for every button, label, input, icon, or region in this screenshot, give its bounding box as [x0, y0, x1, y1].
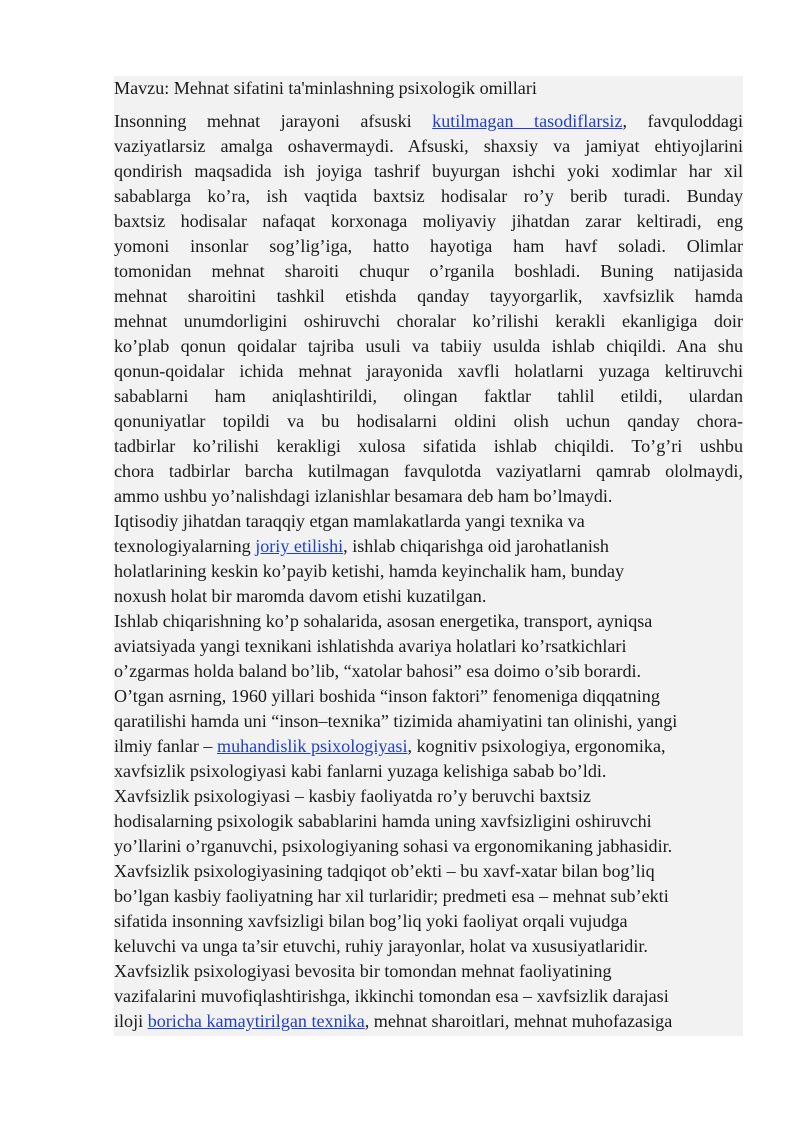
text-line [114, 734, 743, 759]
text-line [114, 209, 743, 234]
text-line [114, 934, 743, 959]
text-segment: holatlarining keskin ko’payib ketishi, hamda keyinchalik ham, bunday [114, 561, 625, 581]
text-line [114, 184, 743, 209]
text-line [114, 684, 743, 709]
document-title: Mavzu: Mehnat sifatini ta'minlashning psixologik omillari [114, 78, 537, 98]
text-segment: yo’llarini o’rganuvchi, psixologiyaning sohasi va ergonomikaning jabhasidir. [114, 836, 673, 856]
text-segment: Ishlab chiqarishning ko’p sohalarida, asosan energetika, transport, ayniqsa [114, 611, 653, 631]
text-segment: ilmiy fanlar – [114, 736, 218, 756]
text-line [114, 834, 743, 859]
text-line [114, 484, 743, 509]
text-line [114, 709, 743, 734]
text-segment: bo’lgan kasbiy faoliyatning har xil turlaridir; predmeti esa – mehnat sub’ekti [114, 886, 669, 906]
text-line [114, 659, 743, 684]
text-line [114, 309, 743, 334]
text-line [114, 759, 743, 784]
hyperlink[interactable]: muhandislik psixologiyasi [217, 736, 408, 756]
text-line [114, 259, 743, 284]
text-segment: chora tadbirlar barcha kutilmagan favqulotda vaziyatlarni qamrab ololmaydi, [114, 461, 743, 481]
text-line [114, 159, 743, 184]
text-segment: keluvchi va unga ta’sir etuvchi, ruhiy jarayonlar, holat va xususiyatlaridir. [114, 936, 648, 956]
text-line [114, 609, 743, 634]
text-line [114, 559, 743, 584]
text-segment: Xavfsizlik psixologiyasi – kasbiy faoliyatda ro’y beruvchi baxtsiz [114, 786, 591, 806]
text-segment: , favquloddagi [622, 111, 743, 131]
text-segment: sifatida insonning xavfsizligi bilan bog’liq yoki faoliyat orqali vujudga [114, 911, 628, 931]
text-line [114, 984, 743, 1009]
text-line [114, 884, 743, 909]
text-line [114, 234, 743, 259]
text-segment: Xavfsizlik psixologiyasi bevosita bir tomondan mehnat faoliyatining [114, 961, 612, 981]
document-content [114, 76, 743, 1036]
text-line [114, 459, 743, 484]
text-segment: texnologiyalarning [114, 536, 256, 556]
text-segment: Insonning mehnat jarayoni afsuski [114, 111, 433, 131]
text-line [114, 784, 743, 809]
text-line [114, 859, 743, 884]
text-segment: noxush holat bir maromda davom etishi kuzatilgan. [114, 586, 487, 606]
document-body [114, 109, 743, 1034]
text-line [114, 134, 743, 159]
text-line [114, 534, 743, 559]
text-segment: ammo ushbu yo’nalishdagi izlanishlar besamara deb ham bo’lmaydi. [114, 486, 613, 506]
text-segment: iloji [114, 1011, 148, 1031]
text-segment: , mehnat sharoitlari, mehnat muhofazasiga [364, 1011, 673, 1031]
text-line [114, 634, 743, 659]
text-segment: vazifalarini muvofiqlashtirishga, ikkinchi tomondan esa – xavfsizlik darajasi [114, 986, 669, 1006]
text-segment: yomoni insonlar sog’lig’iga, hatto hayotiga ham havf soladi. Olimlar [114, 236, 743, 256]
text-line [114, 959, 743, 984]
text-line [114, 584, 743, 609]
text-line [114, 509, 743, 534]
text-segment: aviatsiyada yangi texnikani ishlatishda avariya holatlari ko’rsatkichlari [114, 636, 627, 656]
hyperlink[interactable]: boricha kamaytirilgan texnika [147, 1011, 365, 1031]
text-segment: qonuniyatlar topildi va bu hodisalarni oldini olish uchun qanday chora- [114, 411, 743, 431]
text-segment: sabablarga ko’ra, ish vaqtida baxtsiz hodisalar ro’y berib turadi. Bunday [114, 186, 743, 206]
text-segment: , kognitiv psixologiya, ergonomika, [407, 736, 666, 756]
text-line [114, 434, 743, 459]
text-segment: ko’plab qonun qoidalar tajriba usuli va tabiiy usulda ishlab chiqildi. Ana shu [114, 336, 743, 356]
text-line [114, 809, 743, 834]
text-segment: , ishlab chiqarishga oid jarohatlanish [343, 536, 609, 556]
text-segment: baxtsiz hodisalar nafaqat korxonaga moliyaviy jihatdan zarar keltiradi, eng [114, 211, 743, 231]
hyperlink[interactable]: kutilmagan tasodiflarsiz [432, 111, 623, 131]
text-segment: o’zgarmas holda baland bo’lib, “xatolar bahosi” esa doimo o’sib borardi. [114, 661, 642, 681]
text-segment: hodisalarning psixologik sabablarini hamda uning xavfsizligini oshiruvchi [114, 811, 652, 831]
text-line [114, 409, 743, 434]
text-segment: O’tgan asrning, 1960 yillari boshida “inson faktori” fenomeniga diqqatning [114, 686, 660, 706]
text-line [114, 284, 743, 309]
text-line [114, 109, 743, 134]
text-segment: mehnat sharoitini tashkil etishda qanday tayyorgarlik, xavfsizlik hamda [114, 286, 743, 306]
text-line [114, 359, 743, 384]
text-segment: vaziyatlarsiz amalga oshavermaydi. Afsuski, shaxsiy va jamiyat ehtiyojlarini [114, 136, 743, 156]
text-line [114, 909, 743, 934]
hyperlink[interactable]: joriy etilishi [255, 536, 344, 556]
text-line [114, 334, 743, 359]
text-segment: qaratilishi hamda uni “inson–texnika” tizimida ahamiyatini tan olinishi, yangi [114, 711, 678, 731]
text-segment: tomonidan mehnat sharoiti chuqur o’rganila boshladi. Buning natijasida [114, 261, 743, 281]
text-segment: xavfsizlik psixologiyasi kabi fanlarni yuzaga kelishiga sabab bo’ldi. [114, 761, 607, 781]
text-segment: sabablarni ham aniqlashtirildi, olingan faktlar tahlil etildi, ulardan [114, 386, 743, 406]
text-line [114, 384, 743, 409]
text-segment: mehnat unumdorligini oshiruvchi choralar ko’rilishi kerakli ekanligiga doir [114, 311, 743, 331]
text-segment: Xavfsizlik psixologiyasining tadqiqot ob’ekti – bu xavf-xatar bilan bog’liq [114, 861, 655, 881]
text-segment: qonun-qoidalar ichida mehnat jarayonida xavfli holatlarni yuzaga keltiruvchi [114, 361, 743, 381]
text-segment: Iqtisodiy jihatdan taraqqiy etgan mamlakatlarda yangi texnika va [114, 511, 585, 531]
text-line [114, 1009, 743, 1034]
text-segment: qondirish maqsadida ish joyiga tashrif buyurgan ishchi yoki xodimlar har xil [114, 161, 743, 181]
text-segment: tadbirlar ko’rilishi kerakligi xulosa sifatida ishlab chiqildi. To’g’ri ushbu [114, 436, 743, 456]
